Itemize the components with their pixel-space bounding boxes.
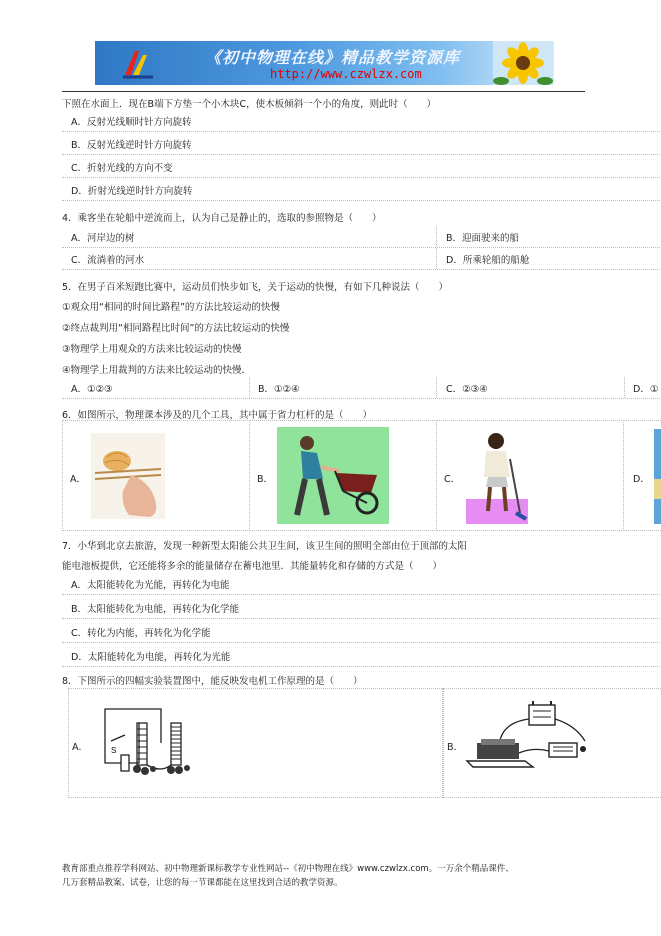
banner-title: 《初中物理在线》精品教学资源库 xyxy=(205,48,461,67)
switch-label: S xyxy=(111,746,117,755)
column-divider xyxy=(436,377,437,398)
q7-stem-line-2: 能电池板提供，它还能将多余的能量储存在蓄电池里．其能量转化和存储的方式是（ ） xyxy=(62,561,443,572)
q5-stem: 5．在男子百米短跑比赛中，运动员们快步如飞，关于运动的快慢，有如下几种说法（ ） xyxy=(62,282,449,293)
header-rule xyxy=(62,91,585,92)
q7-option-a[interactable]: A．太阳能转化为光能，再转化为电能 xyxy=(62,573,661,595)
site-logo-icon xyxy=(121,47,155,79)
q3-stem: 下照在水面上．现在B端下方垫一个小木块C，使木板倾斜一个小的角度，则此时（ ） xyxy=(62,99,437,110)
header-banner xyxy=(95,41,554,85)
q4-options-row-2 xyxy=(62,248,661,270)
q5-statement-3: ③物理学上用观众的方法来比较运动的快慢 xyxy=(62,344,242,355)
q6-option-d[interactable]: D． xyxy=(623,420,661,531)
q3-option-c[interactable]: C．折射光线的方向不变 xyxy=(62,156,661,178)
q5-option-a[interactable]: A．①②③ xyxy=(71,384,113,395)
broom-child-image xyxy=(466,429,528,524)
column-divider xyxy=(436,248,437,269)
column-divider xyxy=(624,377,625,398)
footer-line-1: 教育部重点推荐学科网站、初中物理新课标教学专业性网站--《初中物理在线》www.czwlzx.com。一万余个精品课件、 xyxy=(62,864,514,874)
q5-option-c[interactable]: C．②③④ xyxy=(446,384,488,395)
q4-option-d[interactable]: D．所乘轮船的船舱 xyxy=(446,255,530,266)
q6-option-c[interactable]: C． xyxy=(436,420,624,531)
q4-option-b[interactable]: B．迎面驶来的船 xyxy=(446,233,520,244)
q7-option-b[interactable]: B．太阳能转化为电能，再转化为化学能 xyxy=(62,597,661,619)
q8-option-b[interactable]: B． xyxy=(442,688,661,798)
q3-option-a[interactable]: A．反射光线顺时针方向旋转 xyxy=(62,110,661,132)
q7-stem-line-1: 7．小华到北京去旅游，发现一种新型太阳能公共卫生间，该卫生间的照明全部由位于顶部的太阳 xyxy=(62,541,468,552)
q7-option-d[interactable]: D．太阳能转化为电能，再转化为光能 xyxy=(62,645,661,667)
option-d-image xyxy=(654,429,661,524)
q5-option-d[interactable]: D．① xyxy=(633,384,659,395)
q5-options-row xyxy=(62,377,661,399)
column-divider xyxy=(436,226,437,247)
q3-option-b[interactable]: B．反射光线逆时针方向旋转 xyxy=(62,133,661,155)
footer-line-2: 几万套精品教案、试卷，让您的每一节课都能在这里找到合适的教学资源。 xyxy=(62,878,343,888)
banner-url[interactable]: http://www.czwlzx.com xyxy=(270,67,422,81)
q6-option-b[interactable]: B． xyxy=(249,420,437,531)
q4-options-row-1 xyxy=(62,226,661,248)
q5-statement-1: ①观众用“相同的时间比路程”的方法比较运动的快慢 xyxy=(62,302,280,313)
column-divider xyxy=(249,377,250,398)
q8-stem: 8．下图所示的四幅实验装置图中，能反映发电机工作原理的是（ ） xyxy=(62,676,363,687)
q3-option-d[interactable]: D．折射光线逆时针方向旋转 xyxy=(62,179,661,201)
sunflower-icon xyxy=(493,41,553,85)
q4-stem: 4．乘客坐在轮船中逆流而上，认为自己是静止的，选取的参照物是（ ） xyxy=(62,213,382,224)
q8-option-a[interactable]: A． S xyxy=(68,688,444,798)
q6-option-a[interactable]: A． xyxy=(62,420,250,531)
chopsticks-hand-image xyxy=(91,433,165,519)
q6-stem: 6．如图所示，物理课本涉及的几个工具，其中属于省力杠杆的是（ ） xyxy=(62,410,373,421)
generator-apparatus-image xyxy=(463,699,593,779)
wheelbarrow-worker-image xyxy=(277,427,389,524)
q4-option-a[interactable]: A．河岸边的树 xyxy=(71,233,135,244)
electromagnet-circuit-image xyxy=(91,703,201,781)
q7-option-c[interactable]: C．转化为内能，再转化为化学能 xyxy=(62,621,661,643)
q5-statement-2: ②终点裁判用“相同路程比时间”的方法比较运动的快慢 xyxy=(62,323,290,334)
q5-statement-4: ④物理学上用裁判的方法来比较运动的快慢． xyxy=(62,365,252,376)
q4-option-c[interactable]: C．流淌着的河水 xyxy=(71,255,145,266)
page-footer xyxy=(62,862,622,890)
q5-option-b[interactable]: B．①②④ xyxy=(258,384,300,395)
